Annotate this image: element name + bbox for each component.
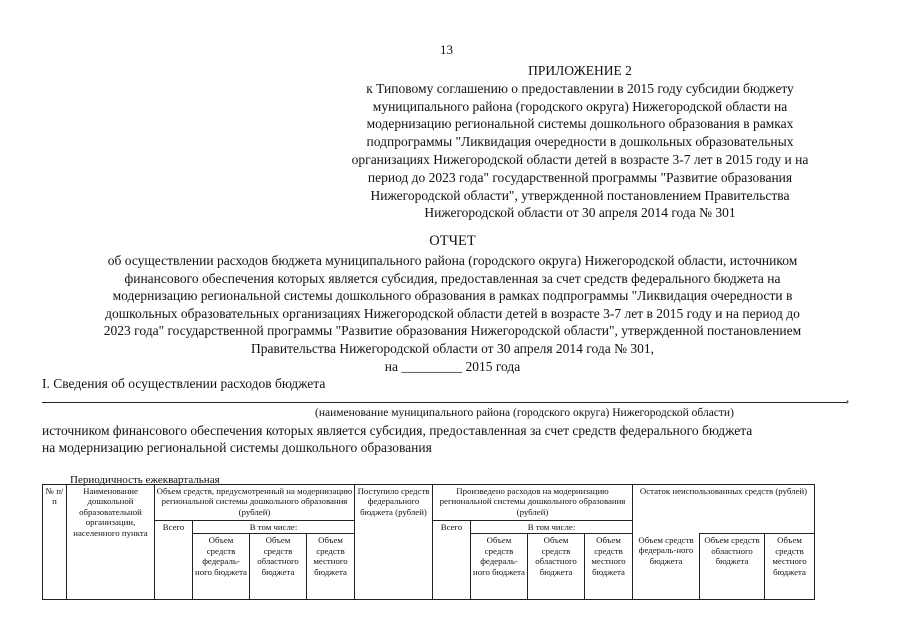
header-balance-federal: Объем средств федераль-ного бюджета: [633, 534, 700, 600]
appendix-line: Нижегородской области", утвержденной постановлением Правительства: [370, 187, 790, 203]
appendix-line: модернизацию региональной системы дошкольного образования в рамках: [366, 116, 794, 132]
header-spent-including: В том числе:: [471, 521, 633, 534]
report-description: [30, 252, 875, 375]
appendix-line: организациях Нижегородской области детей в возрасте 3-7 лет в 2015 году и на: [351, 151, 809, 167]
header-balance-regional: Объем средств областного бюджета: [700, 534, 765, 600]
appendix-line: подпрограммы "Ликвидация очередности в дошкольных образовательных: [366, 134, 794, 150]
header-planned-regional: Объем средств областного бюджета: [250, 534, 307, 600]
header-planned-including: В том числе:: [193, 521, 355, 534]
report-line: финансового обеспечения которых является субсидия, предоставленная за счет средств федерального бюджета на: [124, 270, 781, 286]
page-number: 13: [440, 42, 453, 57]
header-spent-total: Всего: [433, 521, 471, 600]
header-planned-local: Объем средств местного бюджета: [307, 534, 355, 600]
periodicity-label: Периодичность ежеквартальная: [70, 474, 220, 486]
appendix-line: период до 2023 года" государственной программы "Развитие образования: [367, 169, 793, 185]
report-line: Правительства Нижегородской области от 30 апреля 2014 года № 301,: [251, 340, 654, 356]
appendix-line: Нижегородской области от 30 апреля 2014 года № 301: [424, 205, 736, 221]
header-planned-total: Всего: [155, 521, 193, 600]
report-line: модернизацию региональной системы дошкольного образования в рамках подпрограммы "Ликвидация очередности в: [112, 288, 793, 304]
header-spent-regional: Объем средств областного бюджета: [528, 534, 585, 600]
financing-source-text: [42, 423, 872, 456]
header-planned-federal: Объем средств федераль-ного бюджета: [193, 534, 250, 600]
blank-line-comma: ,: [846, 390, 850, 405]
report-date-line: на _________ 2015 года: [384, 358, 521, 374]
header-balance-local: Объем средств местного бюджета: [765, 534, 815, 600]
header-num: № п/п: [43, 485, 67, 600]
header-spent-federal: Объем средств федераль-ного бюджета: [471, 534, 528, 600]
report-line: дошкольных образовательных организациях Нижегородской области детей в возрасте 3-7 лет в 2015 году и на период до: [105, 305, 800, 321]
municipality-blank-line: [42, 402, 847, 403]
header-received: Поступило средств федерального бюджета (рублей): [355, 485, 433, 600]
report-line: об осуществлении расходов бюджета муниципального района (городского округа) Нижегородской области, источником: [107, 253, 798, 268]
municipality-blank-caption: (наименование муниципального района (городского округа) Нижегородской области): [315, 407, 734, 419]
header-spent-local: Объем средств местного бюджета: [585, 534, 633, 600]
header-planned: Объем средств, предусмотренный на модернизацию региональной системы дошкольного образования (рублей): [155, 485, 355, 521]
financing-line: источником финансового обеспечения которых является субсидия, предоставленная за счет средств федерального бюджета: [42, 423, 753, 438]
appendix-block: [300, 62, 860, 222]
header-spent: Произведено расходов на модернизацию региональной системы дошкольного образования (рублей): [433, 485, 633, 521]
report-title: ОТЧЕТ: [429, 233, 476, 249]
appendix-line: к Типовому соглашению о предоставлении в 2015 году субсидии бюджету: [366, 80, 794, 96]
expenses-table: [42, 484, 815, 600]
section-title: I. Сведения об осуществлении расходов бюджета: [42, 376, 326, 391]
header-organization: Наименование дошкольной образовательной организации, населенного пункта: [67, 485, 155, 600]
appendix-line: муниципального района (городского округа) Нижегородской области на: [372, 98, 788, 114]
report-line: 2023 года" государственной программы "Развитие образования Нижегородской области", утвержденной постановлением: [103, 323, 802, 339]
table-header-row: [43, 485, 815, 521]
appendix-title: ПРИЛОЖЕНИЕ 2: [528, 63, 632, 78]
financing-line: на модернизацию региональной системы дошкольного образования: [42, 439, 432, 455]
header-balance: Остаток неиспользованных средств (рублей): [633, 485, 815, 534]
